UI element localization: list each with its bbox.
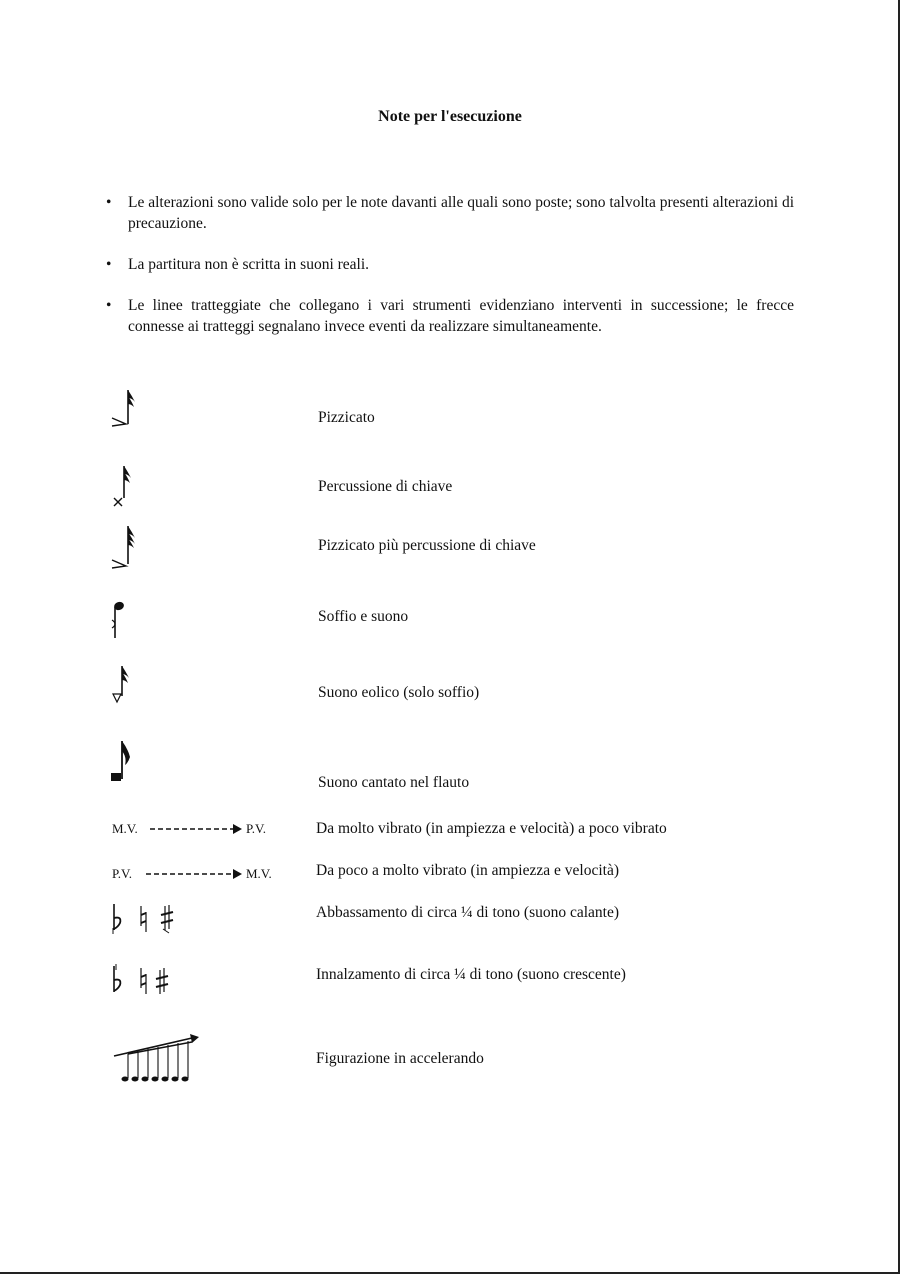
aeolian-label: Suono eolico (solo soffio) — [318, 684, 480, 701]
key-percussion-note-icon — [108, 462, 138, 510]
mv-to-pv-label: Da molto vibrato (in ampiezza e velocità) a poco vibrato — [316, 820, 667, 837]
key-percussion-label: Percussione di chiave — [318, 478, 453, 495]
pv-to-mv-label: Da poco a molto vibrato (in ampiezza e velocità) — [316, 862, 619, 879]
breath-and-tone-label: Soffio e suono — [318, 608, 409, 625]
quarter-tone-raising-icon — [108, 962, 178, 998]
note-text: Le alterazioni sono valide solo per le note davanti alle quali sono poste; sono talvolta presenti alterazioni di precauzione. — [128, 194, 794, 232]
bullet-icon: • — [106, 256, 112, 273]
notes-list — [106, 192, 794, 357]
vibrato-mv-label: M.V. — [112, 821, 138, 836]
breath-and-tone-note-icon — [108, 598, 132, 642]
vibrato-pv-label: P.V. — [112, 866, 133, 881]
list-item — [106, 192, 794, 234]
pizzicato-note-icon — [108, 386, 138, 432]
pizzicato-label: Pizzicato — [318, 409, 375, 426]
vibrato-pv-label: P.V. — [246, 821, 267, 836]
bullet-icon: • — [106, 194, 112, 211]
bullet-icon: • — [106, 297, 112, 314]
note-text: La partitura non è scritta in suoni reali. — [128, 256, 370, 273]
list-item — [106, 254, 794, 275]
quarter-tone-lowering-icon — [108, 900, 178, 936]
pizz-key-percussion-label: Pizzicato più percussione di chiave — [318, 537, 536, 554]
pizz-key-percussion-note-icon — [108, 520, 142, 574]
vibrato-mv-label: M.V. — [246, 866, 272, 881]
lowering-label: Abbassamento di circa ¼ di tono (suono calante) — [316, 904, 620, 921]
accelerando-figure-icon — [108, 1032, 200, 1086]
aeolian-note-icon — [108, 662, 138, 706]
list-item — [106, 295, 794, 337]
accelerando-label: Figurazione in accelerando — [316, 1050, 484, 1067]
note-text: Le linee tratteggiate che collegano i vari strumenti evidenziano interventi in successione; le frecce connesse ai tratteggi segnalano invece eventi da realizzare simultaneamente. — [128, 297, 794, 335]
sung-tone-note-icon — [108, 737, 138, 787]
dashed-arrow-icon — [144, 867, 244, 881]
raising-label: Innalzamento di circa ¼ di tono (suono crescente) — [316, 966, 626, 983]
sung-tone-label: Suono cantato nel flauto — [318, 774, 470, 791]
dashed-arrow-icon — [148, 822, 244, 836]
page-title: Note per l'esecuzione — [378, 108, 522, 125]
